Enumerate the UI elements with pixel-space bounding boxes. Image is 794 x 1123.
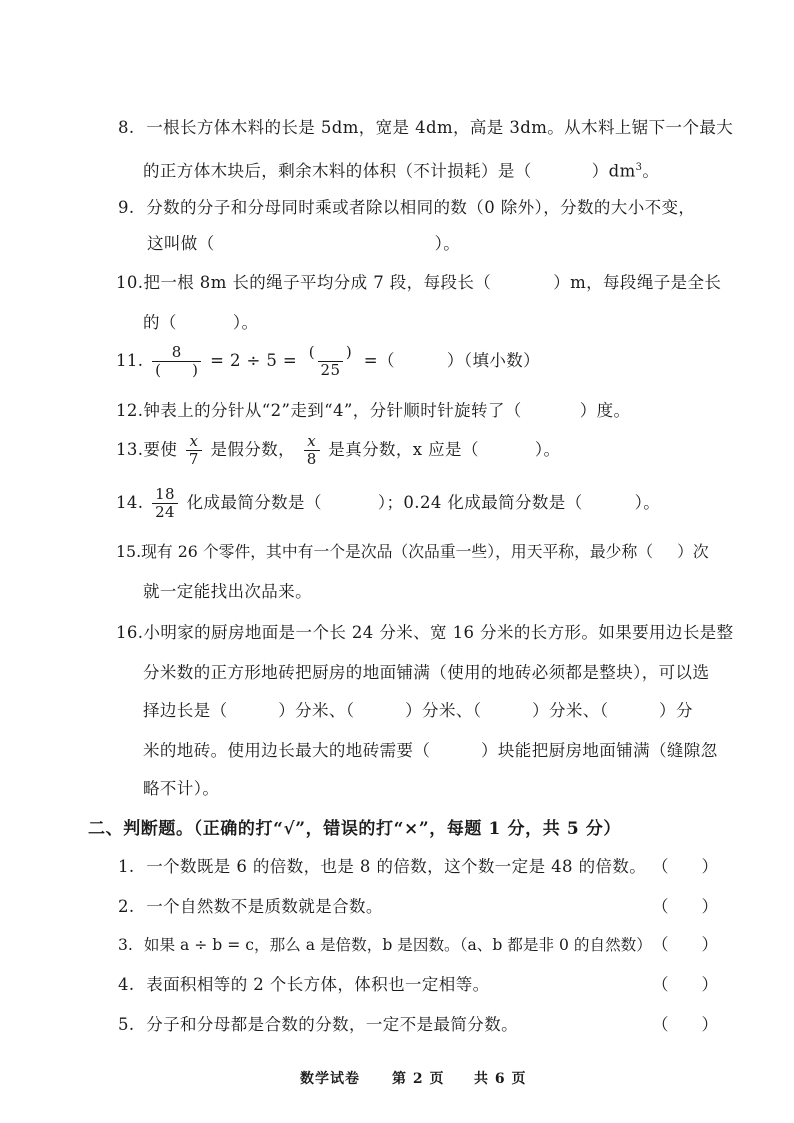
judge-item-3 xyxy=(118,934,652,956)
footer-page-number: 第 2 页 xyxy=(392,1071,445,1087)
question-15-line-2 xyxy=(143,581,312,603)
judge-item-2 xyxy=(118,896,383,918)
answer-paren[interactable]: （ ） xyxy=(652,897,718,916)
question-text: ）。 xyxy=(534,440,561,459)
question-text: 的正方体木块后，剩余木料的体积（不计损耗）是（ xyxy=(143,161,532,181)
question-number: 13. xyxy=(116,440,144,459)
question-text: ）m，每段绳子是全长 xyxy=(553,273,722,292)
question-16-line-4 xyxy=(143,740,718,762)
fraction-x-over-7 xyxy=(186,433,202,468)
question-text: ）。 xyxy=(434,234,461,253)
question-text: ）次 xyxy=(677,542,709,561)
equation-text: =（ xyxy=(363,351,395,370)
denominator: 7 xyxy=(186,450,202,468)
question-text: 一个自然数不是质数就是合数。 xyxy=(146,897,383,916)
question-14 xyxy=(116,486,660,521)
question-text: 化成最简分数是（ xyxy=(186,493,322,512)
question-11 xyxy=(116,344,540,379)
denominator: 24 xyxy=(152,503,178,521)
question-number: 3. xyxy=(118,936,133,954)
question-number: 2. xyxy=(118,897,135,916)
question-text: 这叫做（ xyxy=(147,234,215,253)
question-number: 15. xyxy=(116,542,142,561)
question-10-line-1 xyxy=(116,272,721,294)
question-text: 把一根 8m 长的绳子平均分成 7 段，每段长（ xyxy=(143,273,492,292)
question-text: ）。 xyxy=(232,313,259,332)
question-number: 16. xyxy=(116,623,144,642)
question-number: 5. xyxy=(118,1015,135,1034)
question-text: 是真分数，x 应是（ xyxy=(328,440,479,459)
question-9-line-2 xyxy=(147,233,460,255)
question-number: 8. xyxy=(118,118,135,137)
question-text: ）。 xyxy=(634,493,661,512)
answer-paren[interactable]: （ ） xyxy=(652,857,718,876)
question-number: 11. xyxy=(116,351,144,370)
question-text: 要使 xyxy=(143,440,178,459)
question-8-line-1 xyxy=(118,117,733,139)
denominator: 8 xyxy=(304,450,320,468)
question-15-line-1 xyxy=(116,541,709,563)
question-number: 14. xyxy=(116,493,144,512)
question-text: ）度。 xyxy=(579,401,631,420)
question-16-line-3 xyxy=(143,700,693,722)
footer-total-pages: 共 6 页 xyxy=(474,1071,527,1087)
question-text: 的（ xyxy=(143,313,177,332)
fraction-18-over-24 xyxy=(152,486,178,521)
denominator: 25 xyxy=(318,361,344,379)
answer-paren[interactable]: （ ） xyxy=(652,1015,718,1034)
answer-paren[interactable]: （ ） xyxy=(652,975,718,994)
answer-paren[interactable]: （ ） xyxy=(652,935,718,954)
question-text: 一个数既是 6 的倍数，也是 8 的倍数，这个数一定是 48 的倍数。 xyxy=(146,857,647,876)
question-text: ）dm xyxy=(591,161,636,181)
judge-item-4 xyxy=(118,974,490,996)
question-10-line-2 xyxy=(143,312,258,334)
question-text: 现有 26 个零件，其中有一个是次品（次品重一些），用天平称，最少称（ xyxy=(141,542,654,561)
question-16-line-2 xyxy=(143,662,709,684)
question-text: 分数的分子和分母同时乘或者除以相同的数（0 除外），分数的大小不变， xyxy=(146,198,696,217)
question-text: 小明家的厨房地面是一个长 24 分米、宽 16 分米的长方形。如果要用边长是整 xyxy=(143,623,734,642)
question-text: 。 xyxy=(642,161,660,181)
question-text: 一根长方体木料的长是 5dm，宽是 4dm，高是 3dm。从木料上锯下一个最大 xyxy=(146,118,734,137)
question-text: 择边长是（ ）分米、（ ）分米、（ ）分米、（ ）分 xyxy=(143,701,693,720)
question-text: 分子和分母都是合数的分数，一定不是最简分数。 xyxy=(146,1015,519,1034)
question-text: 略不计）。 xyxy=(143,779,220,798)
equation-text: ）（填小数） xyxy=(446,351,541,370)
question-number: 10. xyxy=(116,273,144,292)
footer-subject: 数学试卷 xyxy=(300,1071,360,1087)
question-9-line-1 xyxy=(118,197,695,219)
numerator: x xyxy=(189,432,199,450)
question-number: 9. xyxy=(118,198,135,217)
numerator: 18 xyxy=(155,485,175,503)
question-16-line-1 xyxy=(116,622,734,644)
question-text: 表面积相等的 2 个长方体，体积也一定相等。 xyxy=(146,975,490,994)
question-text: 就一定能找出次品来。 xyxy=(143,582,312,601)
question-text: 米的地砖。使用边长最大的地砖需要（ ）块能把厨房地面铺满（缝隙忽 xyxy=(143,741,718,760)
judge-item-5 xyxy=(118,1014,518,1036)
numerator: x xyxy=(307,432,317,450)
question-text: 钟表上的分针从“2”走到“4”，分针顺时针旋转了（ xyxy=(143,401,522,420)
section-heading-judge: 二、判断题。（正确的打“√”，错误的打“×”，每题 1 分，共 5 分） xyxy=(88,819,621,839)
fraction-1 xyxy=(152,344,201,379)
question-number: 4. xyxy=(118,975,135,994)
question-number: 1. xyxy=(118,857,135,876)
numerator: 8 xyxy=(171,343,182,361)
question-number: 12. xyxy=(116,401,144,420)
question-12 xyxy=(116,400,630,422)
question-16-line-5 xyxy=(143,778,219,800)
judge-item-1 xyxy=(118,856,646,878)
superscript: 3 xyxy=(635,162,643,173)
question-text: 是假分数， xyxy=(210,440,296,459)
fraction-2 xyxy=(306,344,355,379)
question-8-line-2 xyxy=(143,157,659,183)
question-text: 分米数的正方形地砖把厨房的地面铺满（使用的地砖必须都是整块），可以选 xyxy=(143,663,710,682)
question-text: 如果 a ÷ b = c，那么 a 是倍数，b 是因数。（a、b 都是非 0 的自然数） xyxy=(143,936,652,954)
denominator-blank[interactable]: ( ) xyxy=(152,361,201,379)
equation-text: = 2 ÷ 5 = xyxy=(210,351,298,370)
numerator-blank[interactable]: ( ) xyxy=(308,343,353,361)
fraction-x-over-8 xyxy=(304,433,320,468)
question-text: ）；0.24 化成最简分数是（ xyxy=(377,493,583,512)
question-13 xyxy=(116,433,560,468)
